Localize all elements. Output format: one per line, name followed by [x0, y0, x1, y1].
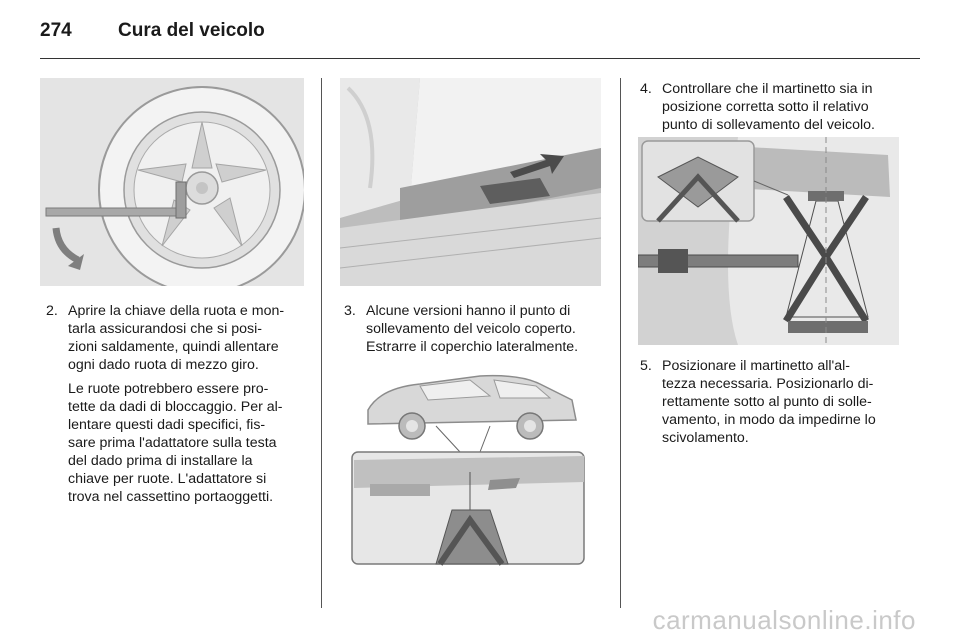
note-line: trova nel cassettino portaoggetti. [68, 489, 274, 505]
jack-lifting-point-drawing [638, 137, 899, 345]
column-divider-2 [620, 78, 621, 608]
note-line: sare prima l'adattatore sulla testa [68, 435, 277, 451]
car-jack-position-illustration [340, 360, 601, 568]
step-line: ogni dado ruota di mezzo giro. [68, 357, 259, 373]
step-line: scivolamento. [662, 430, 749, 446]
note-line: chiave per ruote. L'adattatore si [68, 471, 267, 487]
step-line: rettamente sotto al punto di solle- [662, 394, 872, 410]
step-4 [640, 80, 902, 136]
section-title: Cura del veicolo [118, 20, 265, 41]
step-instruction [662, 357, 902, 447]
wheel-wrench-illustration [40, 78, 304, 286]
lifting-point-cover-drawing [340, 78, 601, 286]
note-line: lentare questi dadi specifici, fis- [68, 417, 266, 433]
step-line: vamento, in modo da impedirne lo [662, 412, 876, 428]
step-line: Alcune versioni hanno il punto di [366, 303, 571, 319]
lifting-point-cover-illustration [340, 78, 601, 286]
step-line: tarla assicurandosi che si posi- [68, 321, 262, 337]
page-number: 274 [40, 20, 72, 41]
step-note [68, 380, 308, 506]
step-number: 2. [46, 303, 58, 319]
note-line: tette da dadi di bloccaggio. Per al- [68, 399, 283, 415]
step-line: zioni saldamente, quindi allentare [68, 339, 279, 355]
step-line: Posizionare il martinetto all'al- [662, 358, 851, 374]
step-number: 3. [344, 303, 356, 319]
step-line: Aprire la chiave della ruota e mon- [68, 303, 285, 319]
note-line: Le ruote potrebbero essere pro- [68, 381, 269, 397]
step-instruction [662, 80, 902, 134]
step-line: sollevamento del veicolo coperto. [366, 321, 576, 337]
jack-lifting-point-illustration [638, 137, 899, 345]
watermark: carmanualsonline.info [652, 605, 916, 635]
step-3 [344, 302, 606, 362]
header-divider [40, 58, 920, 59]
column-divider-1 [321, 78, 322, 608]
step-instruction [366, 302, 606, 356]
step-number: 5. [640, 358, 652, 374]
step-line: tezza necessaria. Posizionarlo di- [662, 376, 874, 392]
step-line: punto di sollevamento del veicolo. [662, 117, 875, 133]
step-line: posizione corretta sotto il relativo [662, 99, 869, 115]
step-5 [640, 357, 902, 453]
step-number: 4. [640, 81, 652, 97]
step-2 [46, 302, 308, 505]
step-instruction [68, 302, 308, 374]
page-header [40, 20, 265, 46]
step-line: Controllare che il martinetto sia in [662, 81, 873, 97]
note-line: del dado prima di installare la [68, 453, 253, 469]
car-jack-position-drawing [340, 360, 601, 568]
step-line: Estrarre il coperchio lateralmente. [366, 339, 579, 355]
wheel-wrench-drawing [40, 78, 304, 286]
